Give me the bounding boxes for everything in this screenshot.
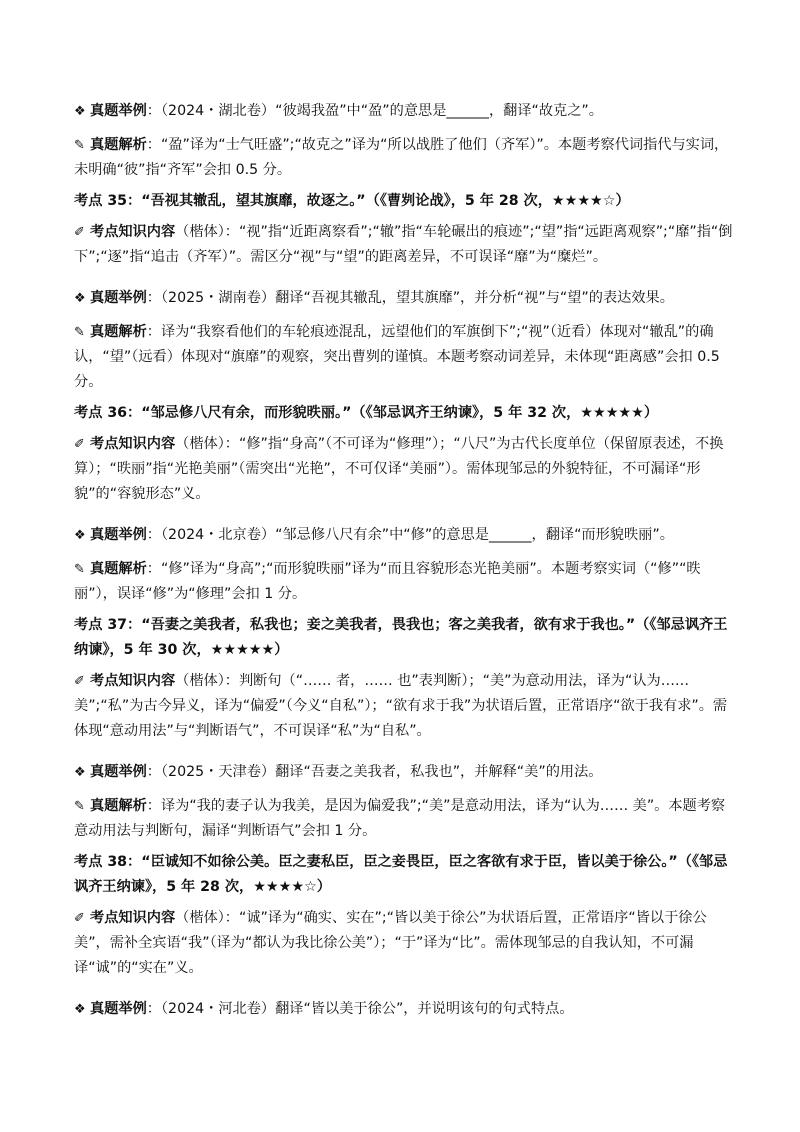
pencil-icon: ✐ (74, 911, 85, 926)
block-label: 真题解析 (90, 137, 147, 153)
kaodian-heading (74, 613, 734, 663)
block-text: 考点 36：“邹忌修八尺有余，而形貌昳丽。”（《邹忌讽齐王纳谏》，5 年 32 次，★★★★★） (74, 405, 659, 421)
analysis-block (74, 794, 734, 844)
block-text: 考点 38：“臣诚知不如徐公美。臣之妻私臣，臣之妾畏臣，臣之客欲有求于臣，皆以美于徐公。”（《邹忌讽齐王纳谏》，5 年 28 次，★★★★☆） (74, 854, 728, 895)
block-label: 考点知识内容 (90, 436, 176, 452)
kaodian-heading (74, 189, 734, 214)
block-text: 考点 35：“吾视其辙乱，望其旗靡，故逐之。”（《曹刿论战》，5 年 28 次，★★★★☆） (74, 193, 630, 209)
paperclip-icon: ✎ (74, 799, 85, 814)
block-text: （2024・河北卷）翻译“皆以美于徐公”，并说明该句的句式特点。 (160, 1001, 574, 1017)
knowledge-block (74, 432, 734, 507)
block-label: 考点知识内容 (90, 224, 176, 240)
example-block (74, 760, 734, 785)
block-label: 真题举例 (90, 103, 147, 119)
paperclip-icon: ✎ (74, 138, 85, 153)
knowledge-block (74, 906, 734, 981)
block-separator: （楷体）： (175, 673, 239, 689)
block-text: “修”指“身高”（不可译为“修理”）；“八尺”为古代长度单位（保留原表述，不换算）；“昳丽”指“光艳美丽”（需突出“光艳”，不可仅译“美丽”）。需体现邹忌的外貌特征，不可漏译“形貌”的“容貌形态”义。 (74, 436, 724, 502)
block-label: 真题解析 (90, 324, 147, 340)
block-separator: ： (146, 290, 161, 306)
block-separator: （楷体）： (175, 436, 239, 452)
diamond-bullet-icon: ❖ (74, 104, 86, 119)
diamond-bullet-icon: ❖ (74, 291, 86, 306)
knowledge-block (74, 220, 734, 270)
diamond-bullet-icon: ❖ (74, 765, 86, 780)
pencil-icon: ✐ (74, 437, 85, 452)
block-separator: （楷体）： (175, 910, 239, 926)
pencil-icon: ✐ (74, 225, 85, 240)
kaodian-heading (74, 401, 734, 426)
block-text: “盈”译为“士气旺盛”;“故克之”译为“所以战胜了他们（齐军）”。本题考察代词指代与实词，未明确“彼”指“齐军”会扣 0.5 分。 (74, 137, 729, 178)
block-text: 考点 37：“吾妻之美我者，私我也；妾之美我者，畏我也；客之美我者，欲有求于我也。”（《邹忌讽齐王纳谏》，5 年 30 次，★★★★★） (74, 617, 728, 658)
block-label: 考点知识内容 (90, 910, 176, 926)
block-label: 真题举例 (90, 290, 147, 306)
example-block (74, 523, 734, 548)
block-text: 译为“我的妻子认为我美，是因为偏爱我”;“美”是意动用法，译为“认为…… 美”。本题考察意动用法与判断句，漏译“判断语气”会扣 1 分。 (74, 798, 726, 839)
block-text: （2025・天津卷）翻译“吾妻之美我者，私我也”，并解释“美”的用法。 (160, 764, 603, 780)
block-label: 真题举例 (90, 1001, 147, 1017)
analysis-block (74, 557, 734, 607)
block-separator: ： (146, 324, 161, 340)
paperclip-icon: ✎ (74, 325, 85, 340)
block-label: 真题举例 (90, 764, 147, 780)
analysis-block (74, 320, 734, 395)
block-separator: ： (146, 561, 161, 577)
block-text: （2025・湖南卷）翻译“吾视其辙乱，望其旗靡”，并分析“视”与“望”的表达效果。 (160, 290, 674, 306)
block-text: （2024・湖北卷）“彼竭我盈”中“盈”的意思是______，翻译“故克之”。 (160, 103, 603, 119)
block-separator: ： (146, 1001, 161, 1017)
block-text: “修”译为“身高”;“而形貌昳丽”译为“而且容貌形态光艳美丽”。本题考察实词（“修”“昳丽”），误译“修”为“修理”会扣 1 分。 (74, 561, 701, 602)
pencil-icon: ✐ (74, 674, 85, 689)
block-text: （2024・北京卷）“邹忌修八尺有余”中“修”的意思是______，翻译“而形貌昳丽”。 (160, 527, 674, 543)
analysis-block (74, 133, 734, 183)
block-text: “诚”译为“确实、实在”;“皆以美于徐公”为状语后置，正常语序“皆以于徐公美”，需补全宾语“我”（译为“都认为我比徐公美”）；“于”译为“比”。需体现邹忌的自我认知，不可漏译“诚”的“实在”义。 (74, 910, 707, 976)
block-separator: ： (146, 798, 161, 814)
block-separator: （楷体）： (175, 224, 239, 240)
diamond-bullet-icon: ❖ (74, 1002, 86, 1017)
paperclip-icon: ✎ (74, 562, 85, 577)
example-block (74, 286, 734, 311)
block-text: 判断句（“…… 者，…… 也”表判断）；“美”为意动用法，译为“认为…… 美”;“私”为古今异义，译为“偏爱”（今义“自私”）；“欲有求于我”为状语后置，正常语序“欲于我有求”。需体现“意动用法”与“判断语气”，不可误译“私”为“自私”。 (74, 673, 728, 739)
block-separator: ： (146, 137, 161, 153)
block-label: 真题解析 (90, 798, 147, 814)
document-page (74, 92, 734, 1022)
block-label: 真题解析 (90, 561, 147, 577)
example-block (74, 997, 734, 1022)
example-block (74, 99, 734, 124)
block-label: 真题举例 (90, 527, 147, 543)
block-label: 考点知识内容 (90, 673, 176, 689)
diamond-bullet-icon: ❖ (74, 528, 86, 543)
block-separator: ： (146, 764, 161, 780)
block-text: 译为“我察看他们的车轮痕迹混乱，远望他们的军旗倒下”;“视”（近看）体现对“辙乱”的确认，“望”（远看）体现对“旗靡”的观察，突出曹刿的谨慎。本题考察动词差异，未体现“距离感”会扣 0.5 分。 (74, 324, 720, 390)
block-text: “视”指“近距离察看”;“辙”指“车轮碾出的痕迹”;“望”指“远距离观察”;“靡”指“倒下”;“逐”指“追击（齐军）”。需区分“视”与“望”的距离差异，不可误译“靡”为“糜烂”。 (74, 224, 733, 265)
kaodian-heading (74, 850, 734, 900)
block-separator: ： (146, 103, 161, 119)
knowledge-block (74, 669, 734, 744)
block-separator: ： (146, 527, 161, 543)
